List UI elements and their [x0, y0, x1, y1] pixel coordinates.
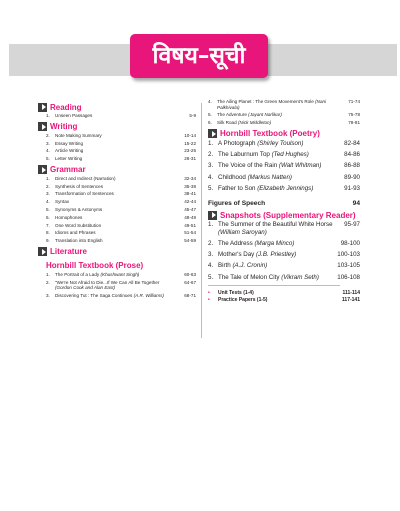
item-title-text: The Address: [218, 240, 253, 248]
item-pages: 68-71: [184, 293, 196, 299]
item-pages: 98-100: [340, 240, 360, 248]
item-author: (A.J. Cronin): [232, 262, 268, 270]
item-title-text: The Ailing Planet : The Green Movement's Role: [217, 99, 314, 104]
item-title: [55, 215, 176, 221]
list-item: [208, 151, 360, 159]
list-item: [38, 293, 196, 299]
item-number: 3.: [46, 191, 50, 197]
poetry-list: [208, 140, 360, 192]
item-title-text: Note Making Summary: [55, 132, 102, 138]
item-author: (Khushwant Singh): [100, 271, 140, 277]
list-item: [208, 221, 360, 236]
item-title-text: The Tale of Melon City: [218, 273, 280, 281]
item-author: (William Saroyan): [218, 228, 267, 236]
item-title-text: Father to Son: [218, 184, 256, 192]
list-item: [38, 223, 196, 229]
item-title: [55, 141, 176, 147]
item-title-text: Childhood: [218, 173, 246, 181]
item-author: (Walt Whitman): [278, 162, 322, 170]
item-number: 4.: [208, 99, 212, 104]
item-pages: 60-63: [184, 271, 196, 277]
play-marker-icon: [208, 211, 217, 220]
item-title: [218, 240, 336, 248]
section-literature: [38, 246, 196, 258]
item-number: 2.: [208, 151, 214, 159]
item-title-text: Synthesis of Sentences: [55, 183, 104, 189]
section-figures-of-speech: [208, 200, 360, 207]
item-title: [217, 120, 340, 126]
list-item: [38, 113, 196, 119]
list-item: [38, 141, 196, 147]
item-title-text: Unit Tests (1-4): [218, 290, 254, 297]
item-number: 4.: [46, 148, 50, 154]
play-marker-icon: [208, 129, 217, 138]
section-writing: [38, 121, 196, 133]
item-pages: 51-54: [184, 230, 196, 236]
section-heading: Snapshots (Supplementary Reader): [220, 210, 356, 220]
item-number: 5.: [208, 184, 214, 192]
item-title-text: Translation into English: [55, 238, 103, 244]
item-pages: 10-14: [184, 132, 196, 138]
item-pages: 95-97: [344, 221, 360, 229]
snapshots-list: [208, 221, 360, 281]
play-marker-icon: [38, 247, 47, 256]
grammar-list: [38, 176, 196, 244]
item-title: [218, 221, 336, 236]
item-pages: 111-114: [342, 290, 360, 297]
item-title: [218, 274, 336, 282]
list-item: [38, 280, 196, 291]
subsection-prose: [38, 260, 196, 272]
item-title-text: The Portrait of a Lady: [55, 271, 100, 277]
item-title-text: Silk Road: [217, 120, 237, 126]
item-author: (A.R. Williams): [133, 293, 164, 299]
list-item: [38, 176, 196, 182]
column-divider: [201, 103, 202, 338]
section-heading: Hornbill Textbook (Poetry): [220, 129, 320, 139]
item-number: 5.: [208, 273, 214, 281]
list-item: [38, 156, 196, 162]
item-number: 6.: [208, 120, 212, 126]
item-title: [55, 293, 176, 299]
item-number: 5.: [46, 207, 50, 213]
item-author: (Markus Natten): [247, 173, 292, 181]
item-number: 9.: [46, 238, 50, 244]
item-number: 5.: [46, 156, 50, 162]
item-title: [55, 176, 176, 182]
list-item: [208, 174, 360, 182]
item-number: 1.: [208, 139, 214, 147]
item-title: [218, 140, 336, 148]
item-pages: 48-49: [184, 214, 196, 220]
bullet-icon: •: [208, 290, 210, 297]
item-number: 2.: [208, 240, 214, 248]
section-grammar: [38, 164, 196, 176]
item-title-text: Unseen Passages: [55, 113, 93, 118]
item-number: 2.: [46, 132, 50, 138]
item-pages: 86-88: [344, 162, 360, 170]
item-title: [218, 151, 336, 159]
list-item: [38, 230, 196, 236]
list-item: [208, 185, 360, 193]
item-pages: 38-41: [184, 191, 196, 197]
item-number: 4.: [208, 262, 214, 270]
figures-label: Figures of Speech: [208, 200, 266, 208]
item-pages: 78-81: [348, 120, 360, 126]
section-heading: Literature: [50, 247, 87, 257]
list-item: [208, 240, 360, 248]
section-heading: Grammar: [50, 165, 86, 175]
item-number: 1.: [208, 221, 214, 229]
left-column: [38, 99, 196, 301]
item-pages: 71-74: [348, 99, 360, 104]
item-number: 2.: [46, 279, 50, 285]
item-title-text: Letter Writing: [55, 156, 83, 162]
item-pages: 49-51: [184, 222, 196, 228]
list-item: [38, 238, 196, 244]
list-item: [208, 297, 360, 303]
list-item: [208, 112, 360, 118]
list-item: [208, 99, 360, 110]
item-title: [55, 133, 176, 139]
play-marker-icon: [38, 122, 47, 131]
writing-list: [38, 133, 196, 162]
item-pages: 91-93: [344, 184, 360, 192]
list-item: [208, 251, 360, 259]
item-title: [55, 156, 176, 162]
item-author: (Ted Hughes): [271, 151, 309, 159]
item-title: [55, 207, 176, 213]
item-pages: 89-90: [344, 173, 360, 181]
item-title: [55, 238, 176, 244]
item-title: [55, 280, 176, 291]
item-number: 6.: [46, 214, 50, 220]
item-title: [55, 148, 176, 154]
item-title-text: Synonyms & Antonyms: [55, 207, 103, 213]
item-pages: 103-105: [337, 262, 360, 270]
item-pages: 106-108: [337, 273, 360, 281]
item-author: (Nick Middleton): [237, 120, 272, 126]
item-title-text: Direct and Indirect (Narration): [55, 175, 116, 181]
section-heading: Writing: [50, 122, 78, 132]
item-number: 3.: [208, 251, 214, 259]
item-title-text: One Word Substitution: [55, 222, 102, 228]
item-title-text: The Summer of the Beautiful White Horse: [218, 221, 333, 229]
list-item: [38, 191, 196, 197]
item-title-text: Practice Papers (1-5): [218, 297, 268, 304]
item-title-text: Homophones: [55, 214, 83, 220]
item-title-text: Discovering Tut : The Saga Continues: [55, 293, 133, 299]
item-title: [55, 184, 176, 190]
section-heading: Reading: [50, 102, 82, 112]
item-title-text: Idioms and Phrases: [55, 230, 96, 236]
list-item: [38, 207, 196, 213]
item-pages: 45-47: [184, 207, 196, 213]
item-author: (Gordon Cook and Alan East): [55, 285, 116, 291]
item-number: 1.: [46, 271, 50, 277]
item-title: [55, 113, 176, 119]
item-pages: 5-9: [189, 113, 196, 118]
item-number: 8.: [46, 230, 50, 236]
item-pages: 54-59: [184, 238, 196, 244]
item-pages: 100-103: [337, 251, 360, 259]
item-author: (Nani Palkhivala): [217, 99, 327, 110]
item-title-text: A Photograph: [218, 139, 256, 147]
item-title-text: Article Writing: [55, 148, 84, 154]
item-title-text: "We're Not Afraid to Die...If We Can All Be Together: [55, 279, 160, 285]
item-author: (Shirley Toulson): [257, 139, 304, 147]
item-author: (Marga Minco): [254, 240, 295, 248]
list-item: [208, 140, 360, 148]
item-pages: 75-78: [348, 112, 360, 118]
item-title: [217, 99, 340, 110]
list-item: [38, 148, 196, 154]
list-item: [38, 272, 196, 278]
right-column: [208, 99, 360, 305]
item-number: 4.: [208, 173, 214, 181]
item-title: [218, 185, 336, 193]
item-title: [218, 251, 336, 259]
item-title: [55, 223, 176, 229]
section-reading: [38, 101, 196, 113]
subsection-heading: Hornbill Textbook (Prose): [46, 261, 144, 271]
item-pages: 15-22: [184, 140, 196, 146]
list-item: [208, 274, 360, 282]
section-snapshots: [208, 209, 360, 221]
play-marker-icon: [38, 103, 47, 112]
item-title: [217, 112, 340, 118]
item-pages: 23-25: [184, 148, 196, 154]
item-pages: 35-38: [184, 183, 196, 189]
item-author: (Elizabeth Jennings): [257, 184, 314, 192]
item-title: [55, 199, 176, 205]
item-number: 3.: [208, 162, 214, 170]
item-title-text: The Adventure: [217, 112, 247, 118]
list-item: [38, 133, 196, 139]
item-title-text: Birth: [218, 262, 231, 270]
list-item: [208, 162, 360, 170]
item-author: (Vikram Seth): [281, 273, 319, 281]
section-poetry: [208, 128, 360, 140]
list-item: [208, 290, 360, 296]
item-title: [55, 272, 176, 278]
list-item: [208, 262, 360, 270]
item-number: 3.: [46, 293, 50, 299]
extras-list: [208, 290, 360, 303]
list-item: [38, 215, 196, 221]
item-number: 5.: [208, 112, 212, 118]
item-title-text: Mother's Day: [218, 251, 255, 259]
item-title: [218, 262, 336, 270]
figures-page: 94: [352, 200, 360, 208]
item-pages: 32-34: [184, 175, 196, 181]
item-number: 7.: [46, 222, 50, 228]
item-number: 4.: [46, 199, 50, 205]
item-title: [218, 162, 336, 170]
item-title: [218, 174, 336, 182]
item-author: (Jayant Narlikar): [248, 112, 282, 118]
item-number: 2.: [46, 183, 50, 189]
item-author: (J.B. Priestley): [256, 251, 297, 259]
item-title-text: The Voice of the Rain: [218, 162, 278, 170]
item-pages: 26-31: [184, 156, 196, 162]
list-item: [208, 120, 360, 126]
item-title: [55, 230, 176, 236]
list-item: [38, 199, 196, 205]
item-title: [55, 191, 176, 197]
item-title-text: Transformation of Sentences: [55, 191, 114, 197]
bullet-icon: •: [208, 297, 210, 304]
item-pages: 42-44: [184, 199, 196, 205]
list-item: [38, 184, 196, 190]
item-pages: 117-141: [341, 297, 360, 304]
item-number: 3.: [46, 140, 50, 146]
item-title-text: Syntax: [55, 199, 70, 205]
item-title-text: The Laburnum Top: [218, 151, 270, 159]
separator: [208, 285, 340, 286]
item-number: 1.: [46, 113, 50, 118]
prose-list: [38, 272, 196, 299]
reading-list: [38, 113, 196, 119]
prose-continued-list: [208, 99, 360, 126]
item-pages: 84-86: [344, 151, 360, 159]
play-marker-icon: [38, 165, 47, 174]
item-pages: 64-67: [184, 279, 196, 285]
page-title: विषय–सूची: [130, 34, 268, 78]
item-pages: 82-84: [344, 139, 360, 147]
item-title-text: Essay Writing: [55, 140, 83, 146]
item-number: 1.: [46, 175, 50, 181]
